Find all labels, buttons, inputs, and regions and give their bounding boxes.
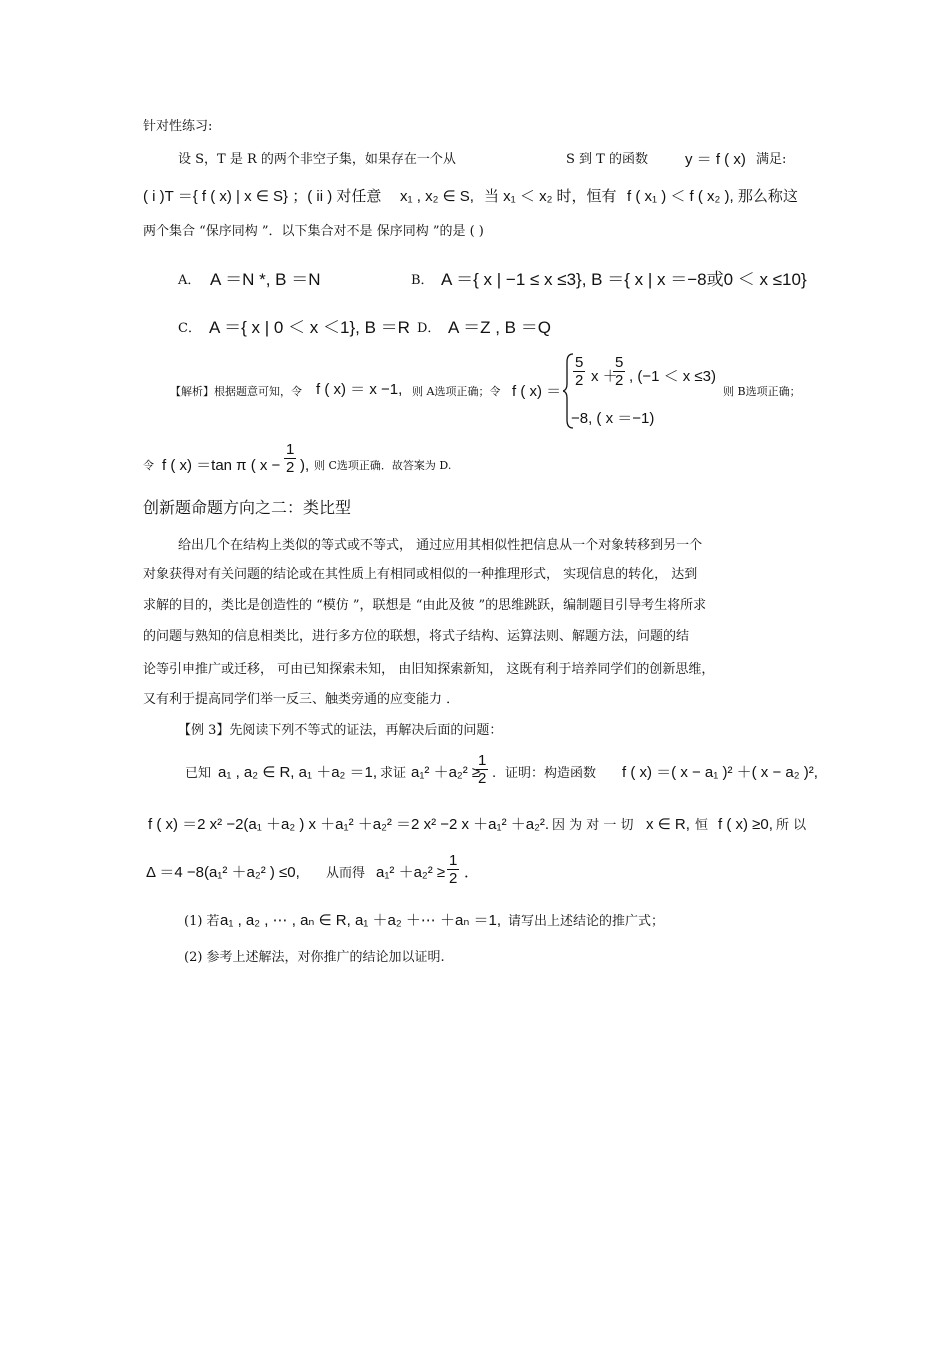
analysis-tan-close: ),: [300, 457, 310, 474]
section-paragraph-line-6: 又有利于提高同学们举一反三、触类旁通的应变能力 ．: [143, 692, 460, 707]
piece1-num-a: 5: [575, 354, 584, 371]
question-1-prefix: (1) 若: [184, 914, 220, 929]
question-line-2c: 当 x₁ ＜ x₂ 时，恒有: [484, 188, 617, 205]
question-line-2b: x₁ , x₂ ∈ S,: [400, 188, 474, 205]
example-fraction-2: [447, 852, 459, 888]
example-fraction-1: [476, 752, 488, 788]
example-expansion: f ( x) ＝2 x² −2(a₁ ＋a₂ ) x ＋a₁² ＋a₂² ＝2 x² −2 x ＋a₁² ＋a₂².: [148, 816, 550, 833]
analysis-intro: 【解析】根据题意可知，令: [170, 385, 302, 398]
analysis-text-a: 则 A选项正确；令: [412, 385, 501, 398]
option-a-label: A．: [178, 273, 201, 288]
analysis-func-a: f ( x) ＝ x −1,: [316, 381, 403, 398]
option-c: A ＝{ x | 0 ＜ x ＜1}, B ＝R: [209, 318, 410, 337]
example-known: 已知: [185, 766, 212, 781]
section-paragraph-line-3: 求解的目的，类比是创造性的 “模仿 ”，联想是 “由此及彼 ”的思维跳跃，编制题目引导考生将所求: [143, 598, 707, 613]
example-proof-label: 证明：构造函数: [505, 766, 597, 781]
option-d-label: D．: [417, 321, 441, 336]
question-line-3: 两个集合 “保序同构 ”．以下集合对不是 保序同构 ”的是 ( ): [143, 224, 484, 239]
option-b-label: B．: [411, 273, 434, 288]
analysis-func-b: f ( x) ＝: [512, 383, 562, 400]
question-line-1d: 满足:: [756, 152, 787, 167]
piece1-domain: , (−1 ＜ x ≤3): [629, 368, 717, 385]
piece1-den-b: 2: [615, 372, 624, 390]
analysis-tan-fraction: [284, 441, 296, 477]
section-paragraph-line-2: 对象获得对有关问题的结论或在其性质上有相同或相似的一种推理形式， 实现信息的转化， 达到: [143, 567, 698, 582]
example-condition: a₁ , a₂ ∈ R, a₁ ＋a₂ ＝1,: [218, 764, 378, 781]
example-fraction-2-den: 2: [449, 870, 458, 888]
analysis-tan-den: 2: [286, 459, 295, 477]
example-so: 所 以: [776, 818, 807, 833]
piecewise-function: [563, 352, 733, 432]
analysis-ling: 令: [143, 459, 154, 472]
example-inequality: a₁² ＋a₂² ≥: [411, 764, 481, 781]
section-paragraph-line-1: 给出几个在结构上类似的等式或不等式， 通过应用其相似性把信息从一个对象转移到另一个: [178, 538, 703, 553]
practice-heading: 针对性练习:: [143, 119, 213, 134]
example-nonneg: f ( x) ≥0,: [718, 816, 773, 833]
example-construct-function: f ( x) ＝( x − a₁ )² ＋( x − a₂ )²,: [622, 764, 818, 781]
question-1-task: 请写出上述结论的推广式；: [508, 914, 665, 929]
example-intro: 【例 3】先阅读下列不等式的证法，再解决后面的问题：: [178, 723, 503, 738]
section-paragraph-line-5: 论等引申推广或迁移， 可由已知探索未知， 由旧知探索新知， 这既有利于培养同学们的创新思维，: [143, 662, 715, 677]
example-period-2: ．: [464, 864, 480, 881]
piece2: −8, ( x ＝−1): [571, 410, 655, 427]
question-2: (2) 参考上述解法，对你推广的结论加以证明.: [184, 950, 445, 965]
question-line-1a: 设 S，T 是 R 的两个非空子集，如果存在一个从: [178, 152, 456, 167]
analysis-tan-num: 1: [286, 441, 295, 458]
example-discriminant: Δ ＝4 −8(a₁² ＋a₂² ) ≤0,: [146, 864, 300, 881]
question-line-1c: y ＝ f ( x): [685, 151, 746, 168]
analysis-text-b: 则 B选项正确；: [723, 385, 801, 398]
section-paragraph-line-4: 的问题与熟知的信息相类比，进行多方位的联想，将式子结构、运算法则、解题方法，问题的结: [143, 629, 690, 644]
example-thus: 从而得: [326, 866, 366, 881]
question-line-2d: f ( x₁ ) ＜ f ( x₂ ), 那么称这: [627, 188, 798, 205]
option-b: A ＝{ x | −1 ≤ x ≤3}, B ＝{ x | x ＝−8或0 ＜ x ≤10}: [441, 270, 807, 289]
example-fraction-2-num: 1: [449, 852, 458, 869]
section-title: 创新题命题方向之二：类比型: [143, 498, 352, 517]
option-d: A ＝Z , B ＝Q: [448, 318, 551, 337]
question-1-condition: a₁ , a₂ , ⋯ , aₙ ∈ R, a₁ ＋a₂ ＋⋯ ＋aₙ ＝1,: [220, 912, 502, 929]
example-always: 恒: [695, 818, 709, 833]
analysis-answer: 则 C选项正确．故答案为 D.: [314, 459, 452, 472]
piece1-den-a: 2: [575, 372, 584, 390]
example-fraction-1-den: 2: [478, 770, 487, 788]
piece1-x: x ＋: [591, 368, 618, 385]
analysis-tan-func: f ( x) ＝tan π ( x −: [162, 457, 281, 474]
option-a: A ＝N *, B ＝N: [210, 270, 321, 289]
example-prove-label: 求证: [380, 766, 407, 781]
example-fraction-1-num: 1: [478, 752, 487, 769]
question-line-2a: ( i )T ＝{ f ( x) | x ∈ S} ；( ii ) 对任意: [143, 188, 382, 205]
example-because: 因 为 对 一 切: [552, 818, 634, 833]
question-line-1b: S 到 T 的函数: [566, 152, 648, 167]
example-x-in-r: x ∈ R,: [646, 816, 690, 833]
piece1-fraction-a: [573, 354, 585, 390]
example-result: a₁² ＋a₂² ≥: [376, 864, 446, 881]
piece1-fraction-b: [613, 354, 625, 390]
piece1-num-b: 5: [615, 354, 624, 371]
example-period-1: .: [492, 764, 497, 781]
option-c-label: C．: [178, 321, 201, 336]
